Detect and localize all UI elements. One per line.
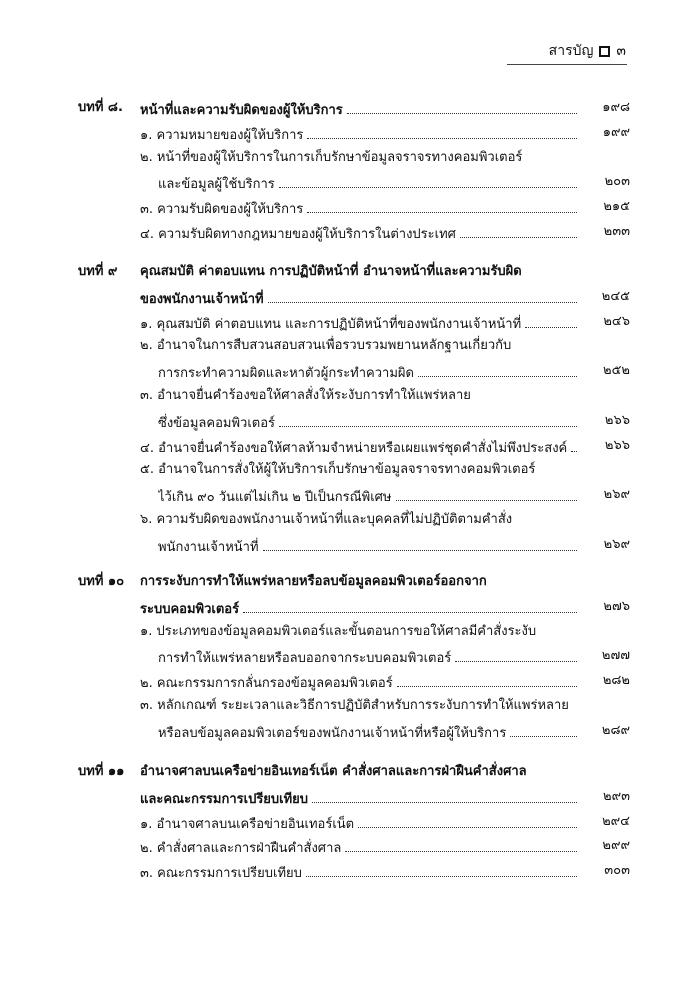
dot-leader <box>345 834 577 852</box>
toc-entry <box>140 121 577 145</box>
toc-page-number: ๒๖๖ <box>604 412 630 428</box>
toc-entry <box>140 669 577 693</box>
dot-leader <box>396 483 578 501</box>
toc-entry <box>140 195 577 219</box>
toc-entry-text: ไว้เกิน ๙๐ วันแต่ไม่เกิน ๒ ปีเป็นกรณีพิเศษ <box>158 490 392 506</box>
toc-page-number: ๒๙๔ <box>602 813 630 829</box>
dot-leader <box>510 719 577 737</box>
toc-entry-text: ๓. อำนาจยื่นคำร้องขอให้ศาลสั่งให้ระงับการทำให้แพร่หลาย <box>140 388 471 403</box>
chapter-title-line <box>140 595 577 619</box>
toc-page-number: ๒๔๕ <box>601 288 630 304</box>
toc-entry-text: การระงับการทำให้แพร่หลายหรือลบข้อมูลคอมพิวเตอร์ออกจาก <box>140 574 487 589</box>
toc-page-number: ๒๑๕ <box>603 199 630 215</box>
toc-page-number: ๒๖๙ <box>603 487 630 503</box>
toc-entry <box>158 719 577 743</box>
toc-entry <box>140 834 577 858</box>
toc-entry-text: หรือลบข้อมูลคอมพิวเตอร์ของพนักงานเจ้าหน้าที่หรือผู้ให้บริการ <box>158 725 507 741</box>
toc-page-number: ๒๖๙ <box>603 536 630 552</box>
chapter-label: บทที่ ๙ <box>78 264 118 279</box>
toc-page-number: ๒๗๖ <box>603 598 630 614</box>
square-bullet-icon <box>599 46 610 57</box>
dot-leader <box>307 195 577 213</box>
dot-leader <box>525 310 577 328</box>
dot-leader <box>397 669 577 687</box>
toc-page-number: ๒๐๓ <box>604 174 630 190</box>
toc-entry <box>140 508 600 532</box>
toc-entry-text: ๕. อำนาจในการสั่งให้ผู้ให้บริการเก็บรักษาข้อมูลจราจรทางคอมพิวเตอร์ <box>140 462 536 478</box>
toc-entry <box>140 458 600 482</box>
toc-entry-text: ๓. ความรับผิดของผู้ให้บริการ <box>140 202 304 218</box>
toc-entry-text: พนักงานเจ้าหน้าที่ <box>158 539 259 555</box>
toc-entry-text: ระบบคอมพิวเตอร์ <box>140 601 240 617</box>
dot-leader <box>418 359 577 377</box>
toc-entry-text: ๒. คณะกรรมการกลั่นกรองข้อมูลคอมพิวเตอร์ <box>140 676 393 692</box>
running-header <box>549 40 626 62</box>
toc-entry-text: อำนาจศาลบนเครือข่ายอินเทอร์เน็ต คำสั่งศาลและการฝ่าฝืนคำสั่งศาล <box>140 764 527 779</box>
chapter-title-line <box>140 260 600 284</box>
dot-leader <box>312 785 577 803</box>
toc-entry-text: การกระทำความผิดและหาตัวผู้กระทำความผิด <box>158 366 414 382</box>
dot-leader <box>263 533 577 551</box>
toc-page-number: ๑๙๘ <box>602 100 630 115</box>
dot-leader <box>460 220 577 238</box>
header-title: สารบัญ <box>548 43 594 59</box>
toc-entry <box>140 220 577 244</box>
toc-entry-text: ๑. ความหมายของผู้ให้บริการ <box>140 127 304 143</box>
toc-entry-text: ซึ่งข้อมูลคอมพิวเตอร์ <box>158 415 276 431</box>
toc-entry <box>140 810 577 834</box>
chapter-label: บทที่ ๑๑ <box>78 764 125 779</box>
dot-leader <box>571 434 577 452</box>
toc-entry-text: ๔. อำนาจยื่นคำร้องขอให้ศาลห้ามจำหน่ายหรือเผยแพร่ชุดคำสั่งไม่พึงประสงค์ <box>140 440 568 456</box>
toc-entry <box>140 384 600 408</box>
toc-entry-text: ๓. หลักเกณฑ์ ระยะเวลาและวิธีการปฏิบัติสำหรับการระงับการทำให้แพร่หลาย <box>140 698 569 713</box>
chapter-label: บทที่ ๘. <box>78 100 123 115</box>
toc-entry-text: ของพนักงานเจ้าหน้าที่ <box>140 291 264 307</box>
dot-leader <box>243 595 577 613</box>
toc-entry-text: ๑. ประเภทของข้อมูลคอมพิวเตอร์และขั้นตอนการขอให้ศาลมีคำสั่งระงับ <box>140 623 537 639</box>
toc-entry-text: หน้าที่และความรับผิดของผู้ให้บริการ <box>140 103 343 118</box>
dot-leader <box>268 285 577 303</box>
chapter-title-line <box>140 96 577 120</box>
toc-entry <box>140 334 600 358</box>
toc-page-number: ๒๙๙ <box>602 838 630 854</box>
toc-page-number: ๒๕๒ <box>603 363 630 379</box>
chapter-title-line <box>140 785 577 809</box>
header-rule <box>507 64 627 65</box>
toc-entry <box>140 310 577 334</box>
toc-entry <box>158 644 577 668</box>
toc-page-number: ๒๘๒ <box>602 673 630 689</box>
toc-entry-text: ๔. ความรับผิดทางกฎหมายของผู้ให้บริการในต่างประเทศ <box>140 227 456 242</box>
toc-entry <box>158 483 577 507</box>
toc-entry <box>140 620 600 644</box>
toc-entry <box>158 170 577 194</box>
chapter-title-line <box>140 760 600 784</box>
toc-entry <box>140 694 600 718</box>
toc-entry <box>158 359 577 383</box>
dot-leader <box>307 121 577 139</box>
chapter-label: บทที่ ๑๐ <box>78 574 125 589</box>
toc-page-number: ๒๗๗ <box>601 648 630 664</box>
toc-page-number: ๒๓๓ <box>603 224 630 239</box>
toc-entry-text: ๖. ความรับผิดของพนักงานเจ้าหน้าที่และบุคคลที่ไม่ปฏิบัติตามคำสั่ง <box>140 512 513 527</box>
toc-entry-text: การทำให้แพร่หลายหรือลบออกจากระบบคอมพิวเตอร์ <box>158 651 452 667</box>
toc-page-number: ๓๐๓ <box>604 863 630 879</box>
toc-page-number: ๒๘๙ <box>601 722 630 738</box>
toc-entry-text: ๒. อำนาจในการสืบสวนสอบสวนเพื่อรวบรวมพยานหลักฐานเกี่ยวกับ <box>140 338 512 354</box>
chapter-title-line <box>140 570 600 594</box>
header-page-number: ๓ <box>616 43 626 59</box>
toc-entry-text: ๓. คณะกรรมการเปรียบเทียบ <box>140 866 302 882</box>
toc-entry <box>140 146 600 170</box>
toc-entry-text: คุณสมบัติ ค่าตอบแทน การปฏิบัติหน้าที่ อำนาจหน้าที่และความรับผิด <box>140 264 522 279</box>
toc-entry-text: ๑. คุณสมบัติ ค่าตอบแทน และการปฏิบัติหน้าที่ของพนักงานเจ้าหน้าที่ <box>140 316 522 332</box>
toc-entry <box>140 859 577 883</box>
chapter-title-line <box>140 285 577 309</box>
dot-leader <box>347 96 577 114</box>
toc-page-number: ๒๔๖ <box>603 313 630 329</box>
toc-entry-text: และคณะกรรมการเปรียบเทียบ <box>140 791 309 807</box>
dot-leader <box>358 810 577 828</box>
toc-entry <box>140 434 577 458</box>
toc-entry-text: ๒. หน้าที่ของผู้ให้บริการในการเก็บรักษาข้อมูลจราจรทางคอมพิวเตอร์ <box>140 149 523 165</box>
dot-leader <box>306 859 577 877</box>
toc-entry-text: และข้อมูลผู้ใช้บริการ <box>158 177 275 193</box>
toc-entry <box>158 409 577 433</box>
dot-leader <box>279 170 577 188</box>
toc-page-number: ๒๙๓ <box>603 788 630 804</box>
toc-entry-text: ๒. คำสั่งศาลและการฝ่าฝืนคำสั่งศาล <box>140 841 342 857</box>
dot-leader <box>455 644 577 662</box>
dot-leader <box>279 409 577 427</box>
toc-page-number: ๑๙๙ <box>602 124 630 140</box>
toc-entry-text: ๑. อำนาจศาลบนเครือข่ายอินเทอร์เน็ต <box>140 816 355 832</box>
toc-entry <box>158 533 577 557</box>
toc-page-number: ๒๖๖ <box>604 437 630 453</box>
